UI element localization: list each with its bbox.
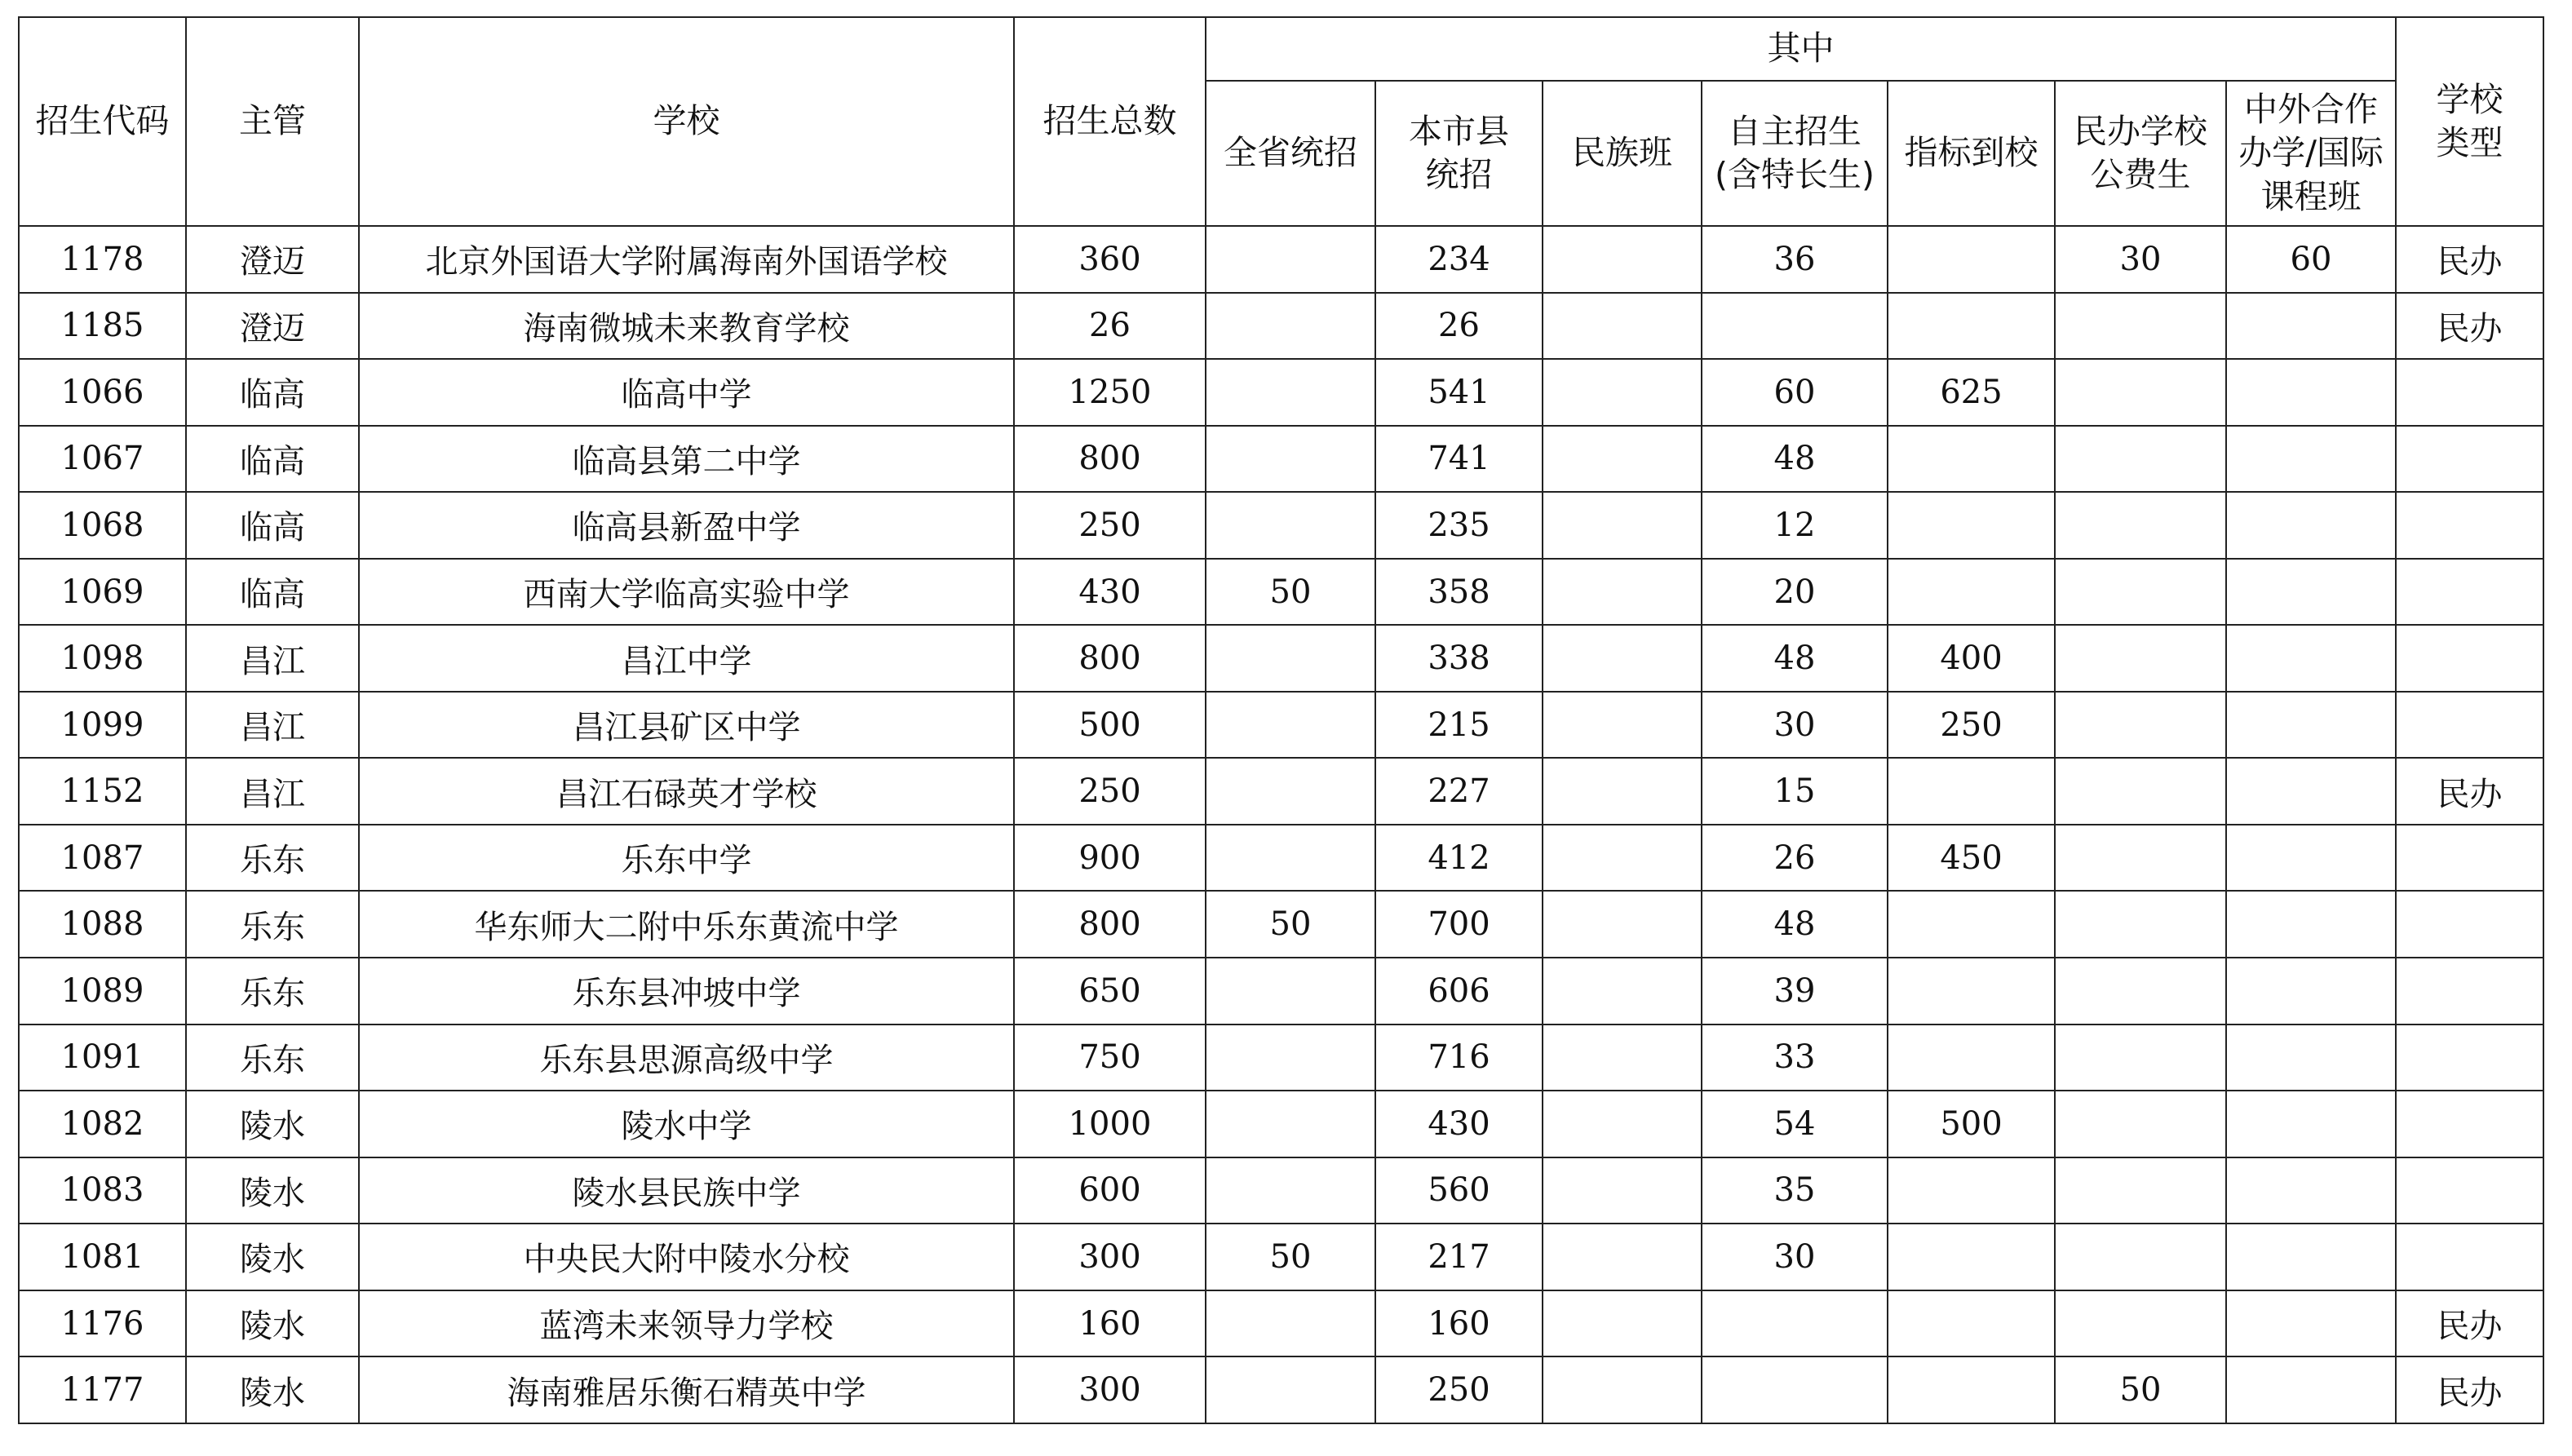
quota-to-school-cell xyxy=(1888,559,2055,626)
city-county-unified-cell: 412 xyxy=(1375,825,1543,892)
admin-cell: 乐东 xyxy=(186,958,359,1025)
total-cell: 1000 xyxy=(1014,1091,1206,1157)
header-code: 招生代码 xyxy=(19,17,186,226)
total-cell: 300 xyxy=(1014,1356,1206,1423)
total-cell: 360 xyxy=(1014,226,1206,293)
code-cell: 1087 xyxy=(19,825,186,892)
table-row xyxy=(19,758,2543,825)
header-school-type xyxy=(2396,17,2543,226)
sino-foreign-cell xyxy=(2226,1025,2396,1091)
code-cell: 1177 xyxy=(19,1356,186,1423)
city-county-unified-cell: 250 xyxy=(1375,1356,1543,1423)
code-cell: 1185 xyxy=(19,293,186,360)
enrollment-table xyxy=(18,16,2544,1424)
code-cell: 1178 xyxy=(19,226,186,293)
ethnic-class-cell xyxy=(1543,426,1702,493)
province-unified-cell xyxy=(1206,293,1375,360)
code-cell: 1088 xyxy=(19,891,186,958)
ethnic-class-cell xyxy=(1543,891,1702,958)
school-cell: 临高中学 xyxy=(359,359,1014,426)
admin-cell: 乐东 xyxy=(186,825,359,892)
total-cell: 800 xyxy=(1014,625,1206,692)
school-cell: 临高县新盈中学 xyxy=(359,492,1014,559)
school-cell: 中央民大附中陵水分校 xyxy=(359,1224,1014,1290)
header-school-type-line: 学校 xyxy=(2436,79,2503,119)
ethnic-class-cell xyxy=(1543,625,1702,692)
independent-admission-cell xyxy=(1702,1356,1888,1423)
total-cell: 430 xyxy=(1014,559,1206,626)
table-row xyxy=(19,293,2543,360)
admin-cell: 临高 xyxy=(186,559,359,626)
school-cell: 陵水中学 xyxy=(359,1091,1014,1157)
school-type-cell: 民办 xyxy=(2396,1290,2543,1357)
ethnic-class-cell xyxy=(1543,958,1702,1025)
private-publicly-funded-cell xyxy=(2055,293,2226,360)
quota-to-school-cell xyxy=(1888,758,2055,825)
sino-foreign-cell xyxy=(2226,758,2396,825)
province-unified-cell xyxy=(1206,226,1375,293)
sino-foreign-cell xyxy=(2226,891,2396,958)
independent-admission-cell: 54 xyxy=(1702,1091,1888,1157)
independent-admission-cell: 48 xyxy=(1702,625,1888,692)
independent-admission-cell: 35 xyxy=(1702,1157,1888,1224)
province-unified-cell xyxy=(1206,1091,1375,1157)
province-unified-cell xyxy=(1206,492,1375,559)
admin-cell: 陵水 xyxy=(186,1224,359,1290)
school-cell: 华东师大二附中乐东黄流中学 xyxy=(359,891,1014,958)
ethnic-class-cell xyxy=(1543,359,1702,426)
private-publicly-funded-cell xyxy=(2055,625,2226,692)
table-row xyxy=(19,1290,2543,1357)
total-cell: 800 xyxy=(1014,891,1206,958)
private-publicly-funded-cell xyxy=(2055,359,2226,426)
private-publicly-funded-cell xyxy=(2055,758,2226,825)
quota-to-school-cell xyxy=(1888,226,2055,293)
province-unified-cell xyxy=(1206,1356,1375,1423)
private-publicly-funded-cell xyxy=(2055,1290,2226,1357)
sino-foreign-cell xyxy=(2226,958,2396,1025)
admin-cell: 昌江 xyxy=(186,758,359,825)
ethnic-class-cell xyxy=(1543,293,1702,360)
total-cell: 160 xyxy=(1014,1290,1206,1357)
admin-cell: 乐东 xyxy=(186,891,359,958)
school-type-cell xyxy=(2396,625,2543,692)
header-total: 招生总数 xyxy=(1014,17,1206,226)
sino-foreign-cell: 60 xyxy=(2226,226,2396,293)
total-cell: 500 xyxy=(1014,692,1206,759)
province-unified-cell xyxy=(1206,692,1375,759)
quota-to-school-cell xyxy=(1888,1290,2055,1357)
header-line: 全省统招 xyxy=(1224,133,1357,173)
table-body xyxy=(19,226,2543,1423)
private-publicly-funded-cell xyxy=(2055,958,2226,1025)
header-line: 中外合作 xyxy=(2244,90,2378,130)
independent-admission-cell: 20 xyxy=(1702,559,1888,626)
header-province-unified xyxy=(1206,81,1375,226)
province-unified-cell xyxy=(1206,426,1375,493)
code-cell: 1082 xyxy=(19,1091,186,1157)
quota-to-school-cell xyxy=(1888,492,2055,559)
independent-admission-cell: 26 xyxy=(1702,825,1888,892)
province-unified-cell xyxy=(1206,958,1375,1025)
code-cell: 1098 xyxy=(19,625,186,692)
header-school: 学校 xyxy=(359,17,1014,226)
quota-to-school-cell: 400 xyxy=(1888,625,2055,692)
total-cell: 250 xyxy=(1014,492,1206,559)
admin-cell: 昌江 xyxy=(186,692,359,759)
table-row xyxy=(19,559,2543,626)
header-line: 办学/国际 xyxy=(2238,133,2384,173)
city-county-unified-cell: 160 xyxy=(1375,1290,1543,1357)
independent-admission-cell: 36 xyxy=(1702,226,1888,293)
school-type-cell xyxy=(2396,1224,2543,1290)
city-county-unified-cell: 227 xyxy=(1375,758,1543,825)
sino-foreign-cell xyxy=(2226,1224,2396,1290)
header-line: 民办学校 xyxy=(2074,111,2207,151)
code-cell: 1152 xyxy=(19,758,186,825)
province-unified-cell: 50 xyxy=(1206,891,1375,958)
sino-foreign-cell xyxy=(2226,559,2396,626)
province-unified-cell xyxy=(1206,359,1375,426)
city-county-unified-cell: 560 xyxy=(1375,1157,1543,1224)
header-private-publicly-funded xyxy=(2055,81,2226,226)
school-type-cell xyxy=(2396,1025,2543,1091)
quota-to-school-cell: 250 xyxy=(1888,692,2055,759)
independent-admission-cell: 30 xyxy=(1702,1224,1888,1290)
city-county-unified-cell: 741 xyxy=(1375,426,1543,493)
total-cell: 600 xyxy=(1014,1157,1206,1224)
code-cell: 1089 xyxy=(19,958,186,1025)
sino-foreign-cell xyxy=(2226,1157,2396,1224)
total-cell: 1250 xyxy=(1014,359,1206,426)
header-school-type-line: 类型 xyxy=(2436,123,2503,162)
admin-cell: 临高 xyxy=(186,359,359,426)
sino-foreign-cell xyxy=(2226,1356,2396,1423)
school-cell: 西南大学临高实验中学 xyxy=(359,559,1014,626)
total-cell: 900 xyxy=(1014,825,1206,892)
quota-to-school-cell: 450 xyxy=(1888,825,2055,892)
table-row xyxy=(19,625,2543,692)
school-type-cell xyxy=(2396,891,2543,958)
table-row xyxy=(19,1356,2543,1423)
private-publicly-funded-cell xyxy=(2055,891,2226,958)
province-unified-cell: 50 xyxy=(1206,1224,1375,1290)
sino-foreign-cell xyxy=(2226,625,2396,692)
private-publicly-funded-cell xyxy=(2055,559,2226,626)
province-unified-cell xyxy=(1206,625,1375,692)
table-row xyxy=(19,692,2543,759)
table-row xyxy=(19,825,2543,892)
independent-admission-cell xyxy=(1702,293,1888,360)
total-cell: 750 xyxy=(1014,1025,1206,1091)
city-county-unified-cell: 700 xyxy=(1375,891,1543,958)
header-independent-admission xyxy=(1702,81,1888,226)
school-cell: 海南微城未来教育学校 xyxy=(359,293,1014,360)
header-line: 自主招生 xyxy=(1728,111,1861,151)
quota-to-school-cell xyxy=(1888,891,2055,958)
independent-admission-cell xyxy=(1702,1290,1888,1357)
header-line: (含特长生) xyxy=(1715,155,1875,194)
code-cell: 1099 xyxy=(19,692,186,759)
admin-cell: 临高 xyxy=(186,492,359,559)
quota-to-school-cell xyxy=(1888,1224,2055,1290)
admin-cell: 澄迈 xyxy=(186,226,359,293)
private-publicly-funded-cell xyxy=(2055,1091,2226,1157)
code-cell: 1066 xyxy=(19,359,186,426)
school-type-cell: 民办 xyxy=(2396,758,2543,825)
school-type-cell xyxy=(2396,426,2543,493)
province-unified-cell xyxy=(1206,825,1375,892)
private-publicly-funded-cell xyxy=(2055,1224,2226,1290)
code-cell: 1176 xyxy=(19,1290,186,1357)
ethnic-class-cell xyxy=(1543,1025,1702,1091)
table-row xyxy=(19,1224,2543,1290)
sino-foreign-cell xyxy=(2226,825,2396,892)
province-unified-cell xyxy=(1206,1025,1375,1091)
table-row xyxy=(19,1091,2543,1157)
school-cell: 昌江石碌英才学校 xyxy=(359,758,1014,825)
school-type-cell xyxy=(2396,359,2543,426)
province-unified-cell: 50 xyxy=(1206,559,1375,626)
province-unified-cell xyxy=(1206,1157,1375,1224)
city-county-unified-cell: 358 xyxy=(1375,559,1543,626)
city-county-unified-cell: 215 xyxy=(1375,692,1543,759)
school-type-cell: 民办 xyxy=(2396,1356,2543,1423)
header-line: 公费生 xyxy=(2090,155,2191,194)
admin-cell: 乐东 xyxy=(186,1025,359,1091)
quota-to-school-cell: 625 xyxy=(1888,359,2055,426)
city-county-unified-cell: 217 xyxy=(1375,1224,1543,1290)
header-quota-to-school xyxy=(1888,81,2055,226)
city-county-unified-cell: 606 xyxy=(1375,958,1543,1025)
code-cell: 1068 xyxy=(19,492,186,559)
sino-foreign-cell xyxy=(2226,426,2396,493)
admin-cell: 临高 xyxy=(186,426,359,493)
ethnic-class-cell xyxy=(1543,1224,1702,1290)
school-type-cell xyxy=(2396,692,2543,759)
sino-foreign-cell xyxy=(2226,359,2396,426)
header-of-which: 其中 xyxy=(1206,17,2396,81)
ethnic-class-cell xyxy=(1543,1290,1702,1357)
sino-foreign-cell xyxy=(2226,692,2396,759)
ethnic-class-cell xyxy=(1543,1356,1702,1423)
private-publicly-funded-cell xyxy=(2055,1157,2226,1224)
sino-foreign-cell xyxy=(2226,492,2396,559)
independent-admission-cell: 33 xyxy=(1702,1025,1888,1091)
code-cell: 1069 xyxy=(19,559,186,626)
independent-admission-cell: 60 xyxy=(1702,359,1888,426)
city-county-unified-cell: 541 xyxy=(1375,359,1543,426)
table-row xyxy=(19,492,2543,559)
admin-cell: 澄迈 xyxy=(186,293,359,360)
city-county-unified-cell: 235 xyxy=(1375,492,1543,559)
independent-admission-cell: 48 xyxy=(1702,891,1888,958)
independent-admission-cell: 12 xyxy=(1702,492,1888,559)
quota-to-school-cell xyxy=(1888,1157,2055,1224)
ethnic-class-cell xyxy=(1543,559,1702,626)
quota-to-school-cell xyxy=(1888,958,2055,1025)
admin-cell: 昌江 xyxy=(186,625,359,692)
private-publicly-funded-cell: 30 xyxy=(2055,226,2226,293)
sino-foreign-cell xyxy=(2226,1290,2396,1357)
city-county-unified-cell: 716 xyxy=(1375,1025,1543,1091)
table-row xyxy=(19,891,2543,958)
header-line: 指标到校 xyxy=(1904,133,2039,173)
header-line: 统招 xyxy=(1425,155,1493,194)
admin-cell: 陵水 xyxy=(186,1290,359,1357)
quota-to-school-cell xyxy=(1888,426,2055,493)
private-publicly-funded-cell xyxy=(2055,1025,2226,1091)
school-cell: 蓝湾未来领导力学校 xyxy=(359,1290,1014,1357)
code-cell: 1067 xyxy=(19,426,186,493)
total-cell: 800 xyxy=(1014,426,1206,493)
ethnic-class-cell xyxy=(1543,1091,1702,1157)
sino-foreign-cell xyxy=(2226,293,2396,360)
school-cell: 昌江县矿区中学 xyxy=(359,692,1014,759)
header-line: 民族班 xyxy=(1572,133,1672,173)
private-publicly-funded-cell: 50 xyxy=(2055,1356,2226,1423)
ethnic-class-cell xyxy=(1543,492,1702,559)
header-line: 本市县 xyxy=(1409,111,1509,151)
city-county-unified-cell: 234 xyxy=(1375,226,1543,293)
quota-to-school-cell xyxy=(1888,1356,2055,1423)
table-row xyxy=(19,426,2543,493)
total-cell: 300 xyxy=(1014,1224,1206,1290)
school-type-cell: 民办 xyxy=(2396,226,2543,293)
private-publicly-funded-cell xyxy=(2055,426,2226,493)
school-cell: 临高县第二中学 xyxy=(359,426,1014,493)
sino-foreign-cell xyxy=(2226,1091,2396,1157)
school-cell: 乐东县冲坡中学 xyxy=(359,958,1014,1025)
city-county-unified-cell: 430 xyxy=(1375,1091,1543,1157)
school-type-cell xyxy=(2396,1091,2543,1157)
table-row xyxy=(19,958,2543,1025)
school-type-cell xyxy=(2396,958,2543,1025)
header-line: 课程班 xyxy=(2260,176,2362,216)
header-city-county-unified xyxy=(1375,81,1543,226)
code-cell: 1081 xyxy=(19,1224,186,1290)
quota-to-school-cell xyxy=(1888,1025,2055,1091)
header-ethnic-class xyxy=(1543,81,1702,226)
city-county-unified-cell: 26 xyxy=(1375,293,1543,360)
admin-cell: 陵水 xyxy=(186,1356,359,1423)
school-cell: 北京外国语大学附属海南外国语学校 xyxy=(359,226,1014,293)
private-publicly-funded-cell xyxy=(2055,825,2226,892)
province-unified-cell xyxy=(1206,758,1375,825)
school-cell: 昌江中学 xyxy=(359,625,1014,692)
school-cell: 乐东中学 xyxy=(359,825,1014,892)
quota-to-school-cell: 500 xyxy=(1888,1091,2055,1157)
code-cell: 1083 xyxy=(19,1157,186,1224)
school-type-cell xyxy=(2396,492,2543,559)
total-cell: 26 xyxy=(1014,293,1206,360)
total-cell: 250 xyxy=(1014,758,1206,825)
private-publicly-funded-cell xyxy=(2055,692,2226,759)
ethnic-class-cell xyxy=(1543,1157,1702,1224)
quota-to-school-cell xyxy=(1888,293,2055,360)
school-type-cell xyxy=(2396,1157,2543,1224)
private-publicly-funded-cell xyxy=(2055,492,2226,559)
table-row xyxy=(19,1157,2543,1224)
school-cell: 海南雅居乐衡石精英中学 xyxy=(359,1356,1014,1423)
school-cell: 陵水县民族中学 xyxy=(359,1157,1014,1224)
admin-cell: 陵水 xyxy=(186,1157,359,1224)
ethnic-class-cell xyxy=(1543,758,1702,825)
table-row xyxy=(19,226,2543,293)
ethnic-class-cell xyxy=(1543,825,1702,892)
independent-admission-cell: 48 xyxy=(1702,426,1888,493)
city-county-unified-cell: 338 xyxy=(1375,625,1543,692)
ethnic-class-cell xyxy=(1543,692,1702,759)
independent-admission-cell: 15 xyxy=(1702,758,1888,825)
table-row xyxy=(19,1025,2543,1091)
code-cell: 1091 xyxy=(19,1025,186,1091)
table-row xyxy=(19,359,2543,426)
total-cell: 650 xyxy=(1014,958,1206,1025)
province-unified-cell xyxy=(1206,1290,1375,1357)
independent-admission-cell: 30 xyxy=(1702,692,1888,759)
school-type-cell xyxy=(2396,559,2543,626)
ethnic-class-cell xyxy=(1543,226,1702,293)
school-type-cell: 民办 xyxy=(2396,293,2543,360)
independent-admission-cell: 39 xyxy=(1702,958,1888,1025)
admin-cell: 陵水 xyxy=(186,1091,359,1157)
header-admin: 主管 xyxy=(186,17,359,226)
school-cell: 乐东县思源高级中学 xyxy=(359,1025,1014,1091)
school-type-cell xyxy=(2396,825,2543,892)
header-sino-foreign-international xyxy=(2226,81,2396,226)
